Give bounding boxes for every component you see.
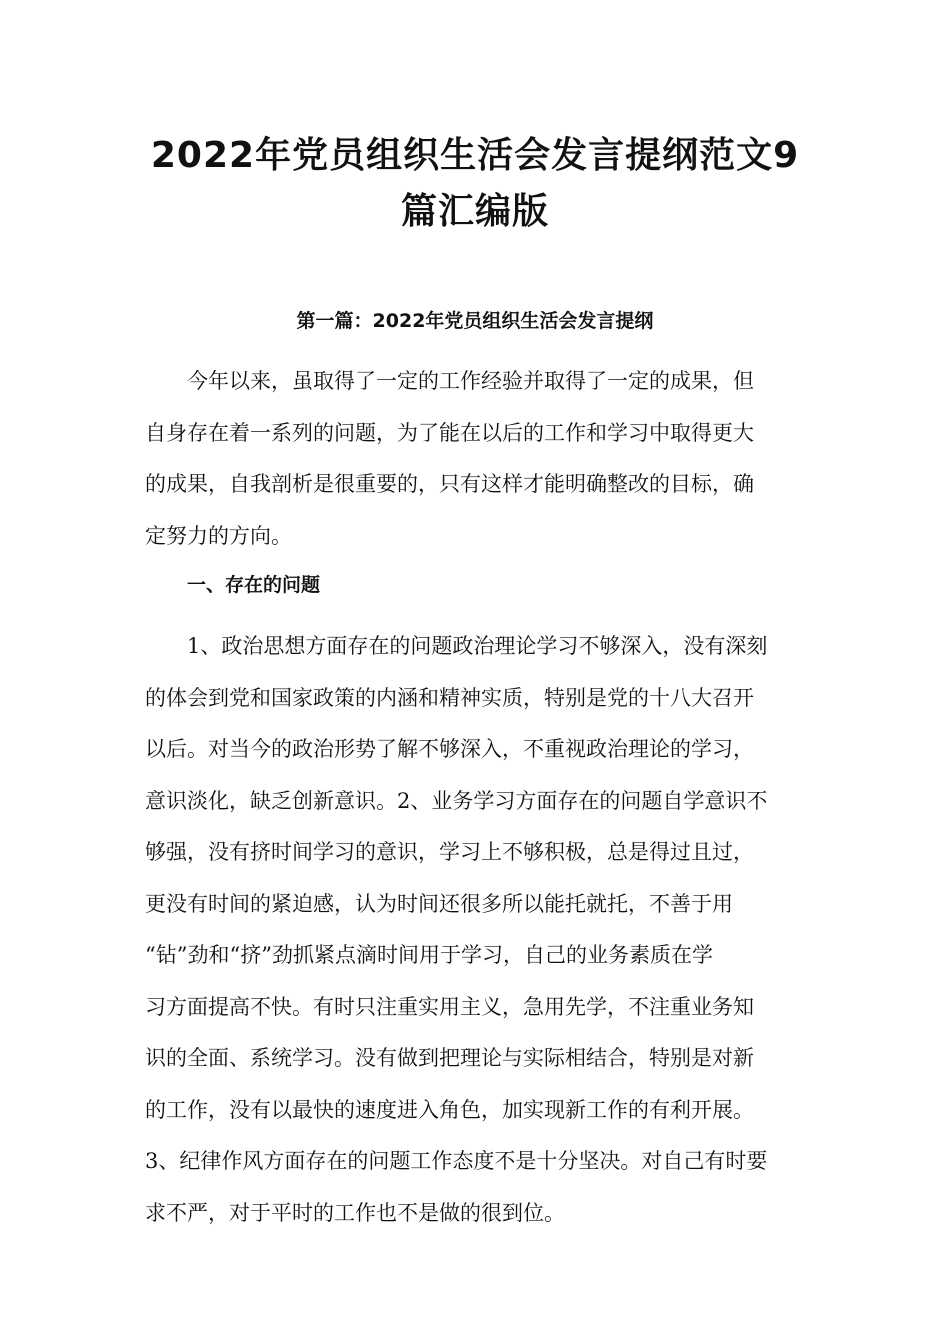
intro-line: 定努力的方向。 xyxy=(145,523,292,548)
intro-line: 自身存在着一系列的问题，为了能在以后的工作和学习中取得更大 xyxy=(145,420,754,445)
body-line: 意识淡化，缺乏创新意识。2、业务学习方面存在的问题自学意识不 xyxy=(145,788,768,813)
body-line: 1、政治思想方面存在的问题政治理论学习不够深入，没有深刻 xyxy=(187,634,768,658)
document-title-line-1: 2022年党员组织生活会发言提纲范文9 xyxy=(150,135,800,176)
body-line: 的工作，没有以最快的速度进入角色，加实现新工作的有利开展。 xyxy=(145,1097,754,1122)
body-line: 以后。对当今的政治形势了解不够深入，不重视政治理论的学习， xyxy=(145,737,754,761)
body-line: 习方面提高不快。有时只注重实用主义，急用先学，不注重业务知 xyxy=(145,994,754,1019)
body-line: 的体会到党和国家政策的内涵和精神实质，特别是党的十八大召开 xyxy=(145,685,754,710)
heading-existing-problems: 一、存在的问题 xyxy=(187,574,321,596)
body-line: 够强，没有挤时间学习的意识，学习上不够积极，总是得过且过， xyxy=(145,840,754,864)
intro-line: 的成果，自我剖析是很重要的，只有这样才能明确整改的目标，确 xyxy=(145,472,754,496)
body-line: 求不严，对于平时的工作也不是做的很到位。 xyxy=(145,1200,565,1225)
document-title xyxy=(120,128,830,240)
section-title: 第一篇：2022年党员组织生活会发言提纲 xyxy=(296,310,654,332)
intro-paragraph xyxy=(145,356,807,562)
problems-paragraph xyxy=(145,621,807,1239)
body-line: 3、纪律作风方面存在的问题工作态度不是十分坚决。对自己有时要 xyxy=(145,1149,768,1173)
body-line: “钻”劲和“挤”劲抓紧点滴时间用于学习，自己的业务素质在学 xyxy=(145,943,713,967)
body-line: 更没有时间的紧迫感，认为时间还很多所以能托就托，不善于用 xyxy=(145,891,733,916)
document-title-line-2: 篇汇编版 xyxy=(400,191,549,232)
intro-line: 今年以来，虽取得了一定的工作经验并取得了一定的成果，但 xyxy=(187,369,754,393)
body-line: 识的全面、系统学习。没有做到把理论与实际相结合，特别是对新 xyxy=(145,1046,754,1070)
